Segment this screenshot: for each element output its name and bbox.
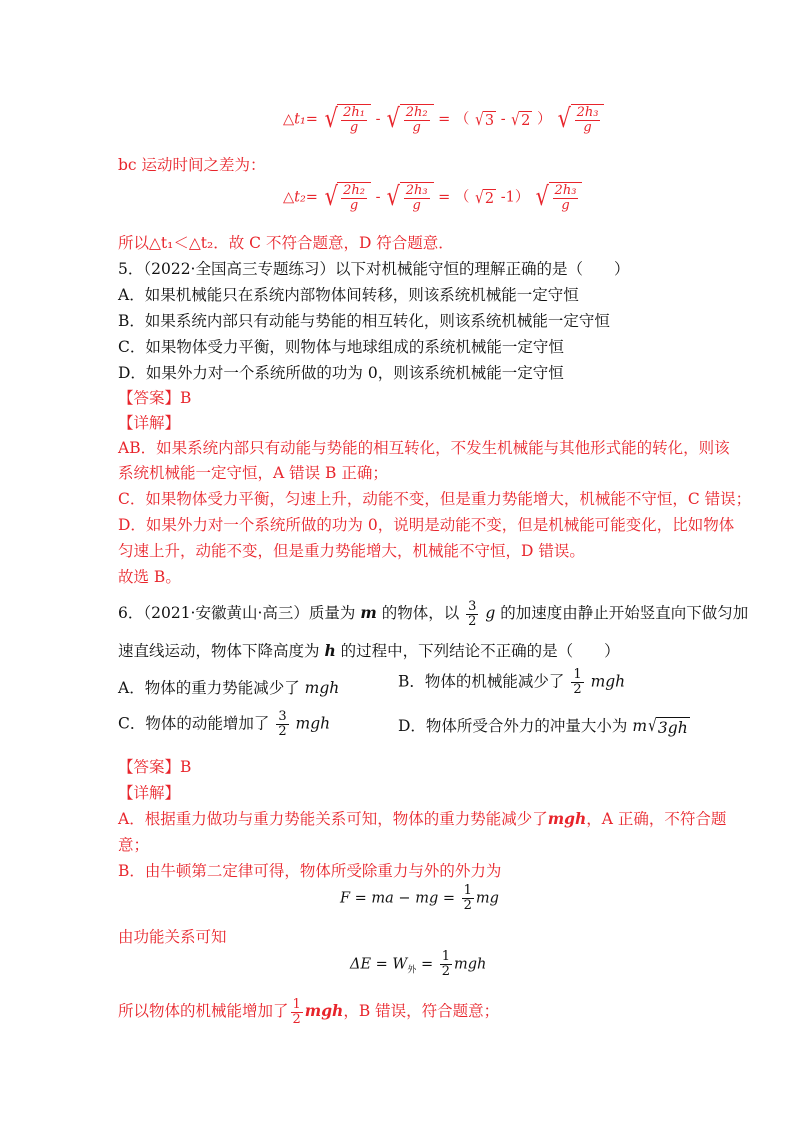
eq1-lhs: △t₁= [283, 111, 318, 128]
eq2-den1: g [349, 198, 359, 213]
eq1-sqrt-1: √ $\frac{\text{2h₁}}{g}$ [323, 104, 371, 135]
q6-option-b-fraction [571, 668, 583, 697]
equation-force [340, 884, 499, 913]
equation-delta-t1: △t₁= √ $\frac{\text{2h₁}}{g}$ - √ $\frac{\text{2h₂}}{g}$ = （ √ 3 - √ 2 ） √ $\frac{\text{2h₃}}{g}$ [283, 104, 604, 135]
eq1-num1: 2h₁ [343, 105, 365, 120]
q5-explanation-6: 故选 B。 [118, 568, 181, 586]
eq1-den1: g [349, 120, 359, 135]
q6-var-h: h [324, 641, 336, 660]
eqf-fraction [462, 884, 474, 913]
final-text-a: 所以物体的机械能增加了 [118, 1002, 289, 1020]
q6-stem2-b: 的过程中，下列结论不正确的是（ ） [340, 642, 620, 660]
q5-option-a: A．如果机械能只在系统内部物体间转移，则该系统机械能一定守恒 [118, 286, 579, 304]
equation-energy [350, 950, 486, 979]
q5-explanation-1: AB．如果系统内部只有动能与势能的相互转化，不发生机械能与其他形式能的转化，则该 [118, 439, 730, 457]
q6-expa-value: mgh [547, 809, 587, 828]
q6-option-b-value: mgh [590, 672, 626, 691]
eq2-num3: 2h₃ [554, 183, 577, 198]
eq2-sqrt-2: √ $\frac{\text{2h₃}}{g}$ [385, 182, 433, 213]
eq1-sqrt-2: √ $\frac{\text{2h₂}}{g}$ [385, 104, 433, 135]
eq1-r2: 2 [521, 112, 531, 129]
q6-option-d-sqrt: √ 3gh [648, 716, 688, 737]
eq1-r1: 3 [484, 112, 495, 129]
q6-expa-text2: ，A 正确，不符合题 [586, 810, 727, 828]
eq1-num3: 2h₃ [576, 105, 599, 120]
q6-expa-text1: A．根据重力做功与重力势能关系可知，物体的重力势能减少了 [118, 810, 548, 828]
q5-answer: 【答案】B [118, 389, 192, 407]
q5-option-d: D．如果外力对一个系统所做的功为 0，则该系统机械能一定守恒 [118, 364, 564, 382]
q6-frac-den: 2 [468, 613, 477, 629]
q5-explanation-4: D．如果外力对一个系统所做的功为 0，说明是动能不变，但是机械能可能变化，比如物体 [118, 516, 735, 534]
eq2-eqsign: = （ [438, 189, 470, 206]
eqf-lhs: F = ma − mg = [340, 890, 455, 907]
eq1-sqrt-4: √ $\frac{\text{2h₃}}{g}$ [556, 104, 604, 135]
bc-line: bc 运动时间之差为： [118, 156, 266, 174]
q5-option-b: B．如果系统内部只有动能与势能的相互转化，则该系统机械能一定守恒 [118, 312, 610, 330]
q6-detail-heading: 【详解】 [118, 784, 181, 802]
final-value: mgh [304, 1001, 344, 1020]
eq1-num2: 2h₂ [405, 105, 428, 120]
eq1-sqrt-2b: √ 2 [511, 109, 531, 130]
q6-explanation-a-1 [118, 808, 726, 830]
eq1-eqsign: = （ [438, 111, 470, 128]
eq2-den2: g [412, 198, 421, 213]
q6-var-m: m [360, 603, 377, 622]
equation-delta-t2 [283, 182, 582, 213]
q6-option-a-value: mgh [304, 679, 340, 697]
q6-c-den: 2 [278, 724, 287, 739]
q6-option-c [118, 710, 330, 739]
q6-b-den: 2 [573, 682, 582, 697]
eq2-sqrt-3: √ 2 [475, 187, 495, 208]
q6-answer: 【答案】B [118, 758, 192, 776]
eqe-sub: 外 [407, 965, 417, 976]
q6-option-a-text: A．物体的重力势能减少了 [118, 679, 300, 697]
final-fraction [291, 998, 303, 1027]
eqe-num: 1 [441, 949, 450, 964]
q6-stem-b: 的物体，以 [381, 604, 460, 622]
eqf-num: 1 [463, 883, 472, 898]
q6-option-d-m: m [632, 717, 648, 735]
q6-frac-num: 3 [468, 598, 477, 614]
eqe-den: 2 [441, 964, 450, 979]
eq1-close: ） [536, 111, 552, 128]
eq2-sqrt-1: √ $\frac{\text{2h₂}}{g}$ [323, 182, 371, 213]
q6-option-b-text: B．物体的机械能减少了 [398, 672, 565, 691]
q6-option-d [398, 714, 690, 737]
q6-option-c-fraction [276, 710, 288, 739]
q5-explanation-3: C．如果物体受力平衡，匀速上升，动能不变，但是重力势能增大，机械能不守恒，C 错误； [118, 490, 752, 508]
q6-stem-line2 [118, 640, 620, 662]
eqf-rhs: mg [475, 890, 499, 907]
eq2-num1: 2h₂ [343, 183, 365, 198]
eq1-sqrt-3: √ 3 [475, 109, 495, 130]
eqe-mid: = [420, 956, 434, 973]
eq1-minus: - [375, 111, 381, 128]
eqf-den: 2 [463, 898, 472, 913]
final-den: 2 [292, 1011, 301, 1027]
q6-option-b [398, 668, 625, 697]
q6-option-c-value: mgh [295, 714, 331, 733]
eqe-rhs: mgh [454, 956, 487, 973]
eq2-minus: - [375, 189, 381, 206]
q6-stem-line1 [118, 598, 748, 629]
eq1-den2: g [412, 120, 421, 135]
eq1-den3: g [583, 120, 592, 135]
q6-explanation-b-1: B．由牛顿第二定律可得，物体所受除重力与外的外力为 [118, 862, 502, 880]
q6-stem-c: 的加速度由静止开始竖直向下做匀加 [500, 604, 749, 622]
q5-explanation-5: 匀速上升，动能不变，但是重力势能增大，机械能不守恒，D 错误。 [118, 542, 585, 560]
q5-explanation-2: 系统机械能一定守恒，A 错误 B 正确； [118, 464, 388, 482]
q6-fraction-3-2 [466, 600, 478, 629]
q6-stem-a: 6．（2021·安徽黄山·高三）质量为 [118, 604, 356, 622]
q5-detail-heading: 【详解】 [118, 414, 181, 432]
eq2-sqrt-4: √ $\frac{\text{2h₃}}{g}$ [534, 182, 582, 213]
q5-option-c: C．如果物体受力平衡，则物体与地球组成的系统机械能一定守恒 [118, 338, 564, 356]
eq2-num2: 2h₃ [405, 183, 428, 198]
q6-option-d-radicand: 3gh [657, 719, 688, 737]
eq2-lhs: △t₂= [283, 189, 318, 206]
final-text-b: ，B 错误，符合题意； [343, 1002, 500, 1020]
q6-c-num: 3 [278, 709, 287, 724]
q6-final-line [118, 996, 499, 1027]
eqe-lhs: ΔE = W [350, 956, 408, 973]
eq2-r1: 2 [484, 190, 495, 207]
q6-var-g: g [485, 604, 496, 622]
q6-option-a [118, 676, 339, 698]
q6-option-d-text: D．物体所受合外力的冲量大小为 [398, 717, 628, 735]
q6-option-c-text: C．物体的动能增加了 [118, 714, 270, 733]
q5-stem: 5．（2022·全国高三专题练习）以下对机械能守恒的理解正确的是（ ） [118, 260, 630, 278]
q6-b-num: 1 [573, 667, 582, 682]
q6-stem2-a: 速直线运动，物体下降高度为 [118, 642, 320, 660]
final-num: 1 [292, 996, 301, 1012]
q6-explanation-a-2: 意； [118, 836, 150, 854]
eqe-fraction [440, 950, 452, 979]
q6-gong-line: 由功能关系可知 [118, 928, 227, 946]
eq2-den3: g [561, 198, 570, 213]
eq2-tail: -1） [500, 189, 530, 206]
conclusion-line: 所以△t₁＜△t₂．故 C 不符合题意，D 符合题意． [118, 234, 454, 252]
